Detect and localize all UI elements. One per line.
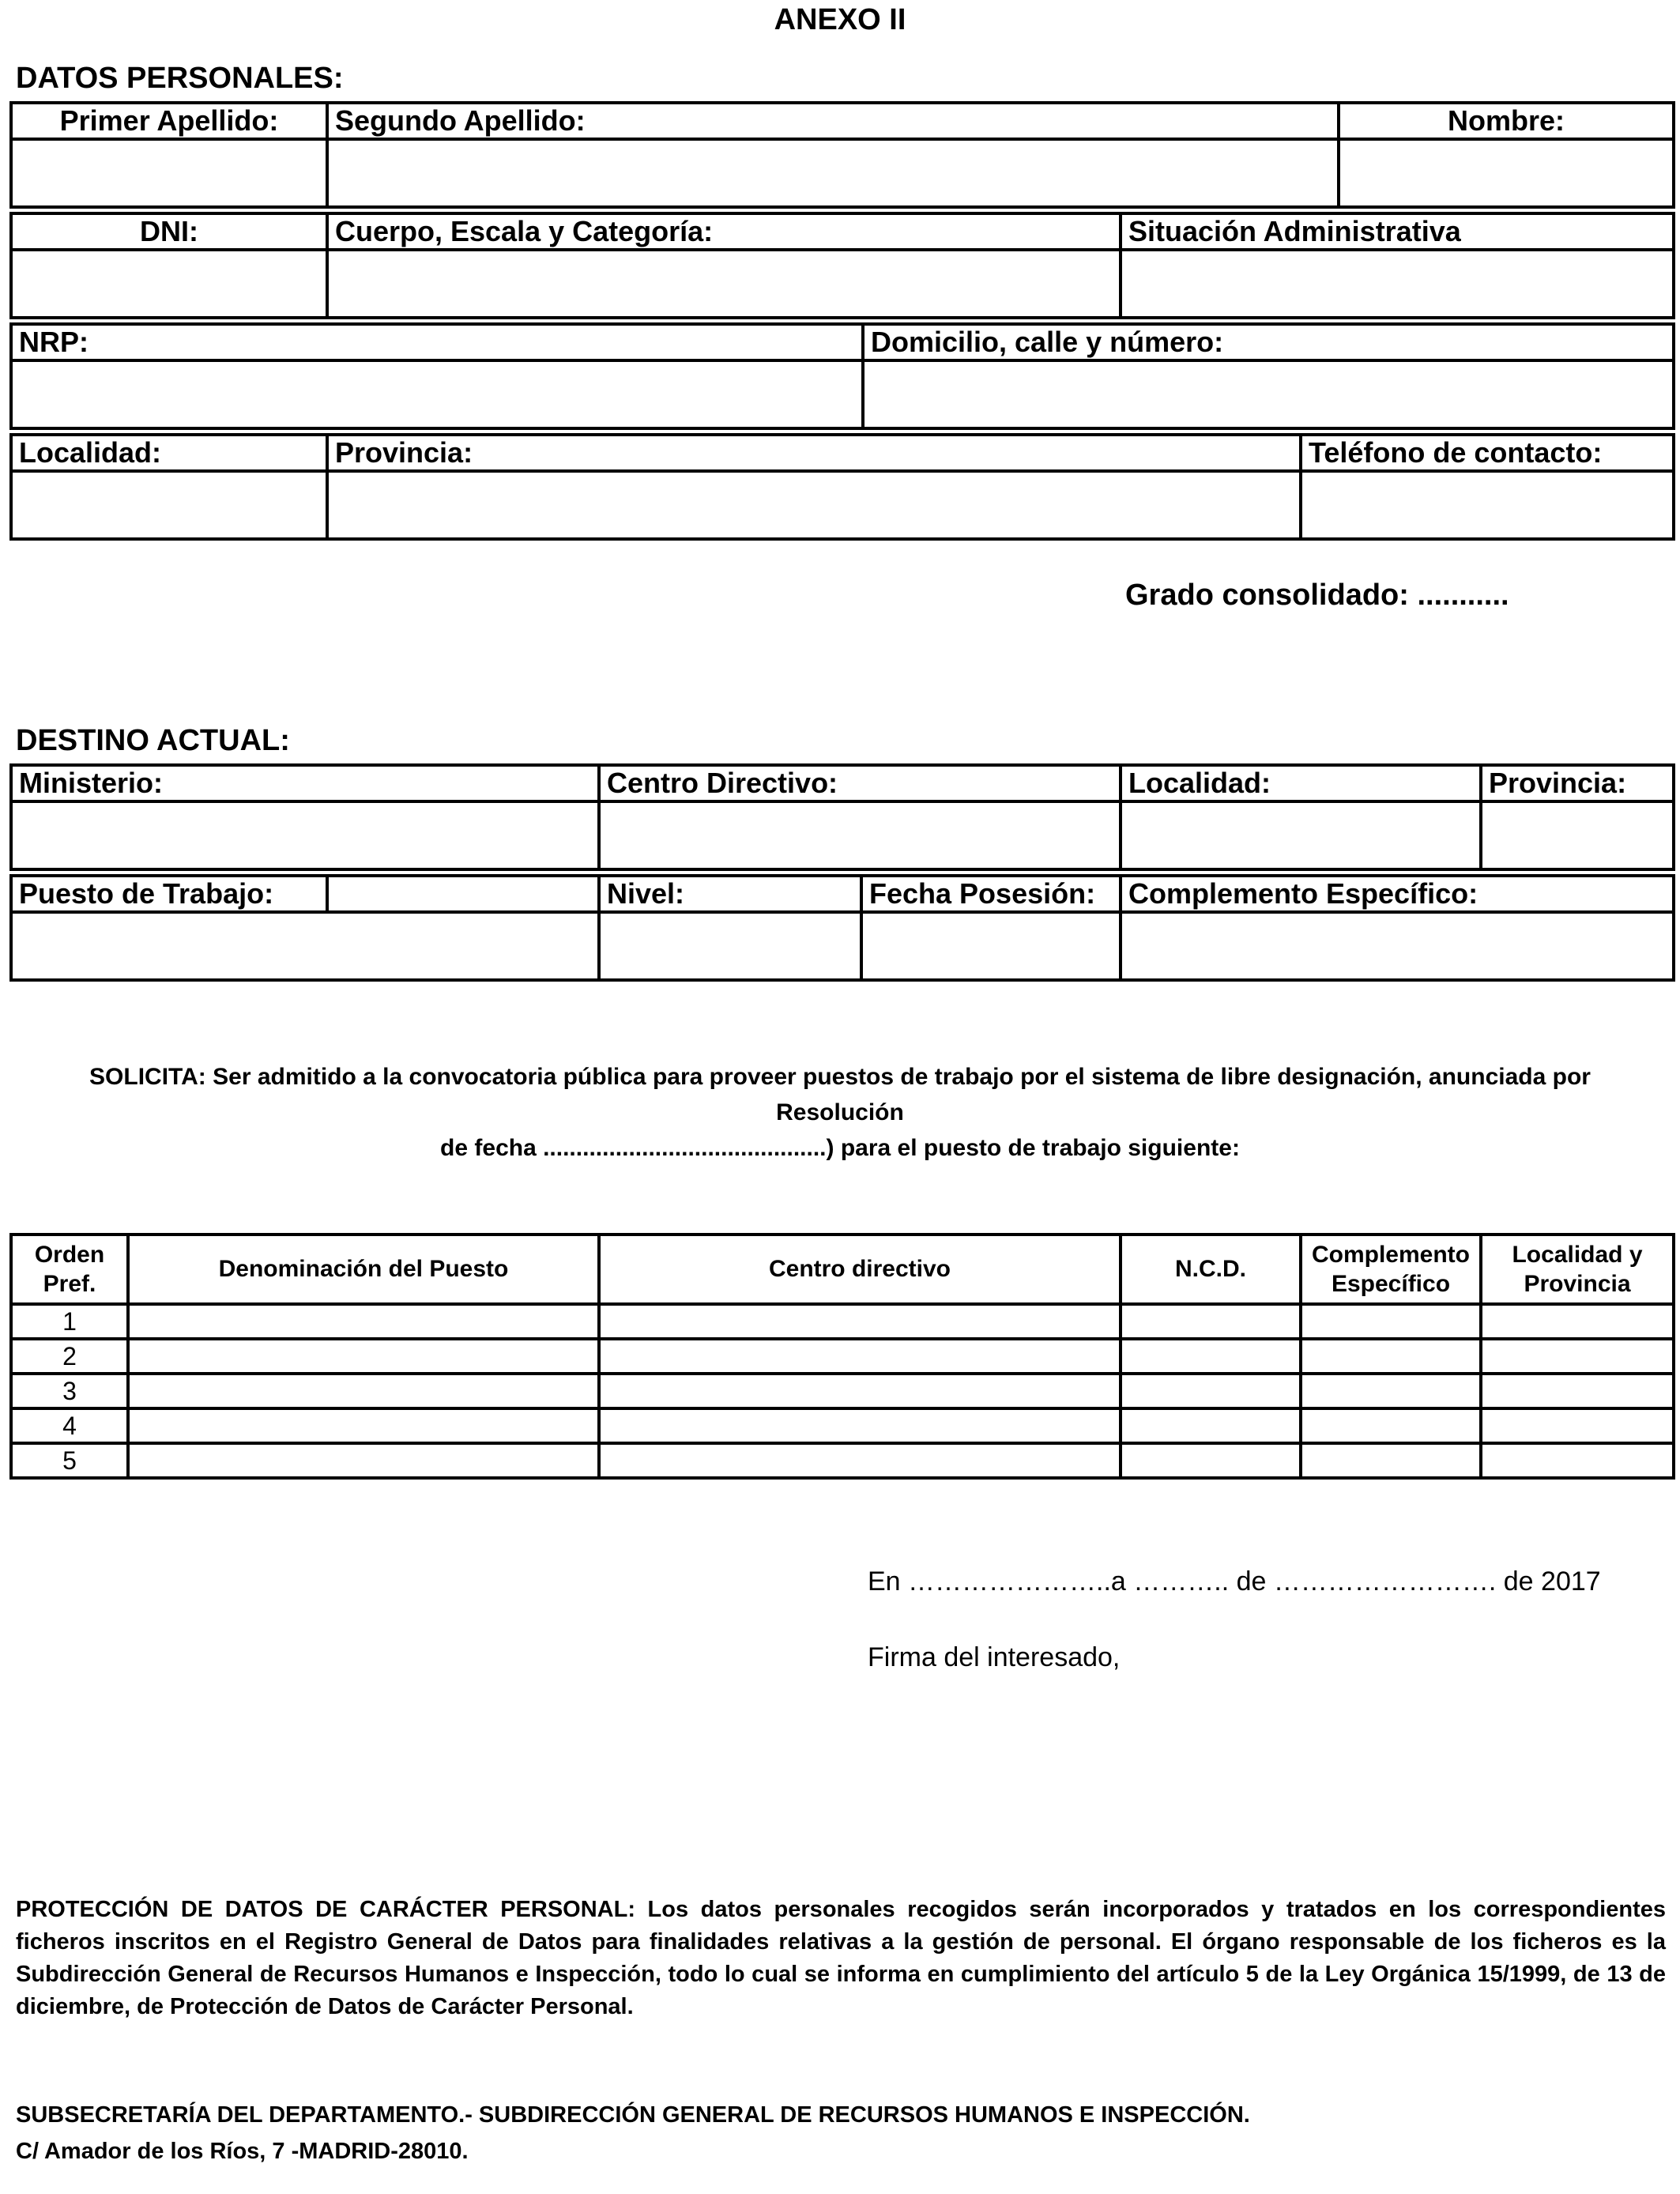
footer-address: C/ Amador de los Ríos, 7 -MADRID-28010. (16, 2139, 469, 2164)
nrp-label: NRP: (11, 324, 863, 360)
ncd-cell[interactable] (1121, 1408, 1301, 1443)
ncd-cell[interactable] (1121, 1339, 1301, 1374)
header-denominacion: Denominación del Puesto (128, 1235, 599, 1304)
denominacion-cell[interactable] (128, 1374, 599, 1408)
centro-cell[interactable] (599, 1304, 1121, 1339)
centro-cell[interactable] (599, 1443, 1121, 1478)
table-row (11, 1443, 1674, 1478)
datos-personales-table-3 (9, 322, 1675, 430)
situacion-field[interactable] (1121, 250, 1674, 318)
localidad-label: Localidad: (11, 435, 327, 471)
dni-field[interactable] (11, 250, 327, 318)
complemento-label: Complemento Específico: (1121, 876, 1674, 912)
datos-personales-heading: DATOS PERSONALES: (16, 62, 344, 95)
row-number: 1 (11, 1304, 128, 1339)
puestos-table (9, 1233, 1675, 1480)
table-row (11, 1408, 1674, 1443)
cuerpo-field[interactable] (327, 250, 1121, 318)
destino-localidad-field[interactable] (1121, 801, 1481, 869)
centro-directivo-label: Centro Directivo: (599, 765, 1121, 801)
dni-label: DNI: (11, 213, 327, 250)
table-row (11, 1304, 1674, 1339)
centro-cell[interactable] (599, 1374, 1121, 1408)
domicilio-label: Domicilio, calle y número: (863, 324, 1674, 360)
complemento-cell[interactable] (1301, 1408, 1481, 1443)
telefono-field[interactable] (1301, 471, 1674, 539)
provincia-label: Provincia: (327, 435, 1301, 471)
cuerpo-label: Cuerpo, Escala y Categoría: (327, 213, 1121, 250)
complemento-cell[interactable] (1301, 1339, 1481, 1374)
nrp-field[interactable] (11, 360, 863, 428)
ncd-cell[interactable] (1121, 1374, 1301, 1408)
ministerio-field[interactable] (11, 801, 599, 869)
puesto-label-blank (327, 876, 599, 912)
solicita-line-2: de fecha ...........................................) para el puesto de trabajo siguiente: (440, 1135, 1240, 1161)
complemento-cell[interactable] (1301, 1443, 1481, 1478)
localidad-cell[interactable] (1481, 1304, 1674, 1339)
nombre-field[interactable] (1339, 139, 1674, 207)
puesto-field[interactable] (11, 912, 599, 980)
row-number: 2 (11, 1339, 128, 1374)
table-row (11, 1374, 1674, 1408)
denominacion-cell[interactable] (128, 1339, 599, 1374)
destino-provincia-field[interactable] (1481, 801, 1674, 869)
segundo-apellido-field[interactable] (327, 139, 1339, 207)
row-number: 4 (11, 1408, 128, 1443)
denominacion-cell[interactable] (128, 1408, 599, 1443)
centro-cell[interactable] (599, 1408, 1121, 1443)
ministerio-label: Ministerio: (11, 765, 599, 801)
nivel-field[interactable] (599, 912, 861, 980)
datos-personales-table-2 (9, 212, 1675, 319)
destino-localidad-label: Localidad: (1121, 765, 1481, 801)
destino-actual-heading: DESTINO ACTUAL: (16, 724, 290, 757)
row-number: 5 (11, 1443, 128, 1478)
localidad-cell[interactable] (1481, 1374, 1674, 1408)
localidad-field[interactable] (11, 471, 327, 539)
situacion-label: Situación Administrativa (1121, 213, 1674, 250)
puesto-label: Puesto de Trabajo: (11, 876, 327, 912)
header-complemento: Complemento Específico (1301, 1235, 1481, 1304)
header-centro: Centro directivo (599, 1235, 1121, 1304)
localidad-cell[interactable] (1481, 1339, 1674, 1374)
solicita-line-1: SOLICITA: Ser admitido a la convocatoria pública para proveer puestos de trabajo por el sistema de libre designación, anunciada por Resolución (89, 1064, 1591, 1125)
solicita-paragraph (24, 1059, 1656, 1166)
header-localidad: Localidad y Provincia (1481, 1235, 1674, 1304)
fecha-posesion-field[interactable] (861, 912, 1121, 980)
localidad-cell[interactable] (1481, 1408, 1674, 1443)
nombre-label: Nombre: (1339, 103, 1674, 139)
footer-department: SUBSECRETARÍA DEL DEPARTAMENTO.- SUBDIRECCIÓN GENERAL DE RECURSOS HUMANOS E INSPECCIÓN. (16, 2102, 1250, 2128)
lugar-fecha: En …………………..a ……….. de ……………………. de 2017 (868, 1566, 1601, 1596)
ncd-cell[interactable] (1121, 1443, 1301, 1478)
centro-directivo-field[interactable] (599, 801, 1121, 869)
header-ncd: N.C.D. (1121, 1235, 1301, 1304)
complemento-field[interactable] (1121, 912, 1674, 980)
denominacion-cell[interactable] (128, 1443, 599, 1478)
centro-cell[interactable] (599, 1339, 1121, 1374)
fecha-posesion-label: Fecha Posesión: (861, 876, 1121, 912)
ncd-cell[interactable] (1121, 1304, 1301, 1339)
domicilio-field[interactable] (863, 360, 1674, 428)
document-title: ANEXO II (774, 3, 906, 36)
denominacion-cell[interactable] (128, 1304, 599, 1339)
datos-personales-table (9, 101, 1675, 209)
destino-actual-table-2 (9, 874, 1675, 982)
primer-apellido-field[interactable] (11, 139, 327, 207)
grado-consolidado: Grado consolidado: ........... (1125, 579, 1509, 612)
primer-apellido-label: Primer Apellido: (11, 103, 327, 139)
complemento-cell[interactable] (1301, 1304, 1481, 1339)
localidad-cell[interactable] (1481, 1443, 1674, 1478)
datos-personales-table-4 (9, 433, 1675, 541)
proteccion-datos-paragraph: PROTECCIÓN DE DATOS DE CARÁCTER PERSONAL: Los datos personales recogidos serán incorporados y tratados en los correspondientes ficheros inscritos en el Registro General de Datos para finalidades relativas a la gestión de personal. El órgano responsable de los ficheros es la Subdirección General de Recursos Humanos e Inspección, todo lo cual se informa en cumplimiento del artículo 5 de la Ley Orgánica 15/1999, de 13 de diciembre, de Protección de Datos de Carácter Personal. (16, 1897, 1666, 2019)
provincia-field[interactable] (327, 471, 1301, 539)
header-orden: Orden Pref. (11, 1235, 128, 1304)
destino-provincia-label: Provincia: (1481, 765, 1674, 801)
firma-interesado: Firma del interesado, (868, 1642, 1121, 1672)
complemento-cell[interactable] (1301, 1374, 1481, 1408)
row-number: 3 (11, 1374, 128, 1408)
destino-actual-table (9, 763, 1675, 871)
nivel-label: Nivel: (599, 876, 861, 912)
telefono-label: Teléfono de contacto: (1301, 435, 1674, 471)
segundo-apellido-label: Segundo Apellido: (327, 103, 1339, 139)
table-row (11, 1339, 1674, 1374)
